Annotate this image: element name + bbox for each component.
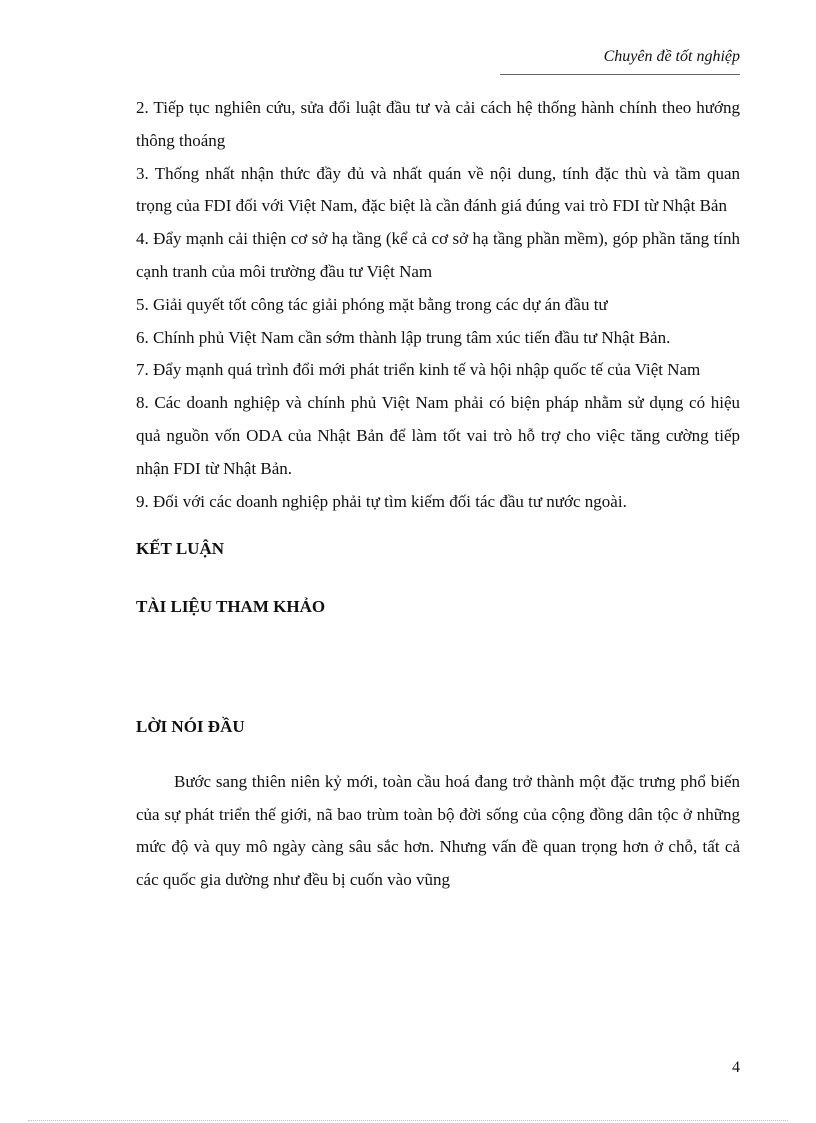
list-item: 3. Thống nhất nhận thức đầy đủ và nhất quán về nội dung, tính đặc thù và tầm quan trọng của FDI đối với Việt Nam, đặc biệt là cần đánh giá đúng vai trò FDI từ Nhật Bản (136, 163, 740, 216)
heading-preface: LỜI NÓI ĐẦU (136, 716, 245, 736)
heading-conclusion: KẾT LUẬN (136, 539, 225, 559)
heading-references: TÀI LIỆU THAM KHẢO (136, 597, 326, 617)
page-number: 4 (732, 1059, 740, 1076)
list-item: 8. Các doanh nghiệp và chính phủ Việt Nam phải có biện pháp nhằm sử dụng có hiệu quả nguồn vốn ODA của Nhật Bản để làm tốt vai trò hỗ trợ cho việc tăng cường tiếp nhận FDI từ Nhật Bản. (136, 393, 740, 478)
list-item: 6. Chính phủ Việt Nam cần sớm thành lập trung tâm xúc tiến đầu tư Nhật Bản. (136, 327, 671, 347)
document-body (136, 92, 740, 897)
list-item: 2. Tiếp tục nghiên cứu, sửa đổi luật đầu tư và cải cách hệ thống hành chính theo hướng thông thoáng (136, 98, 740, 150)
list-item: 5. Giải quyết tốt công tác giải phóng mặt bằng trong các dự án đầu tư (136, 294, 608, 314)
preface-paragraph: Bước sang thiên niên kỷ mới, toàn cầu hoá đang trở thành một đặc trưng phổ biến của sự phát triển thế giới, nã bao trùm toàn bộ đời sống của cộng đồng dân tộc ở những mức độ và quy mô ngày càng sâu sắc hơn. Nhưng vấn đề quan trọng hơn ở chỗ, tất cả các quốc gia dường như đều bị cuốn vào vũng (136, 771, 740, 890)
header-rule (500, 74, 740, 75)
list-item: 9. Đối với các doanh nghiệp phải tự tìm kiếm đối tác đầu tư nước ngoài. (136, 491, 627, 511)
running-header: Chuyên đề tốt nghiệp (603, 48, 740, 65)
page-bottom-border (28, 1120, 788, 1121)
list-item: 7. Đẩy mạnh quá trình đổi mới phát triển kinh tế và hội nhập quốc tế của Việt Nam (136, 360, 701, 380)
list-item: 4. Đẩy mạnh cải thiện cơ sở hạ tầng (kể cả cơ sở hạ tầng phần mềm), góp phần tăng tính cạnh tranh của môi trường đầu tư Việt Nam (136, 229, 740, 281)
